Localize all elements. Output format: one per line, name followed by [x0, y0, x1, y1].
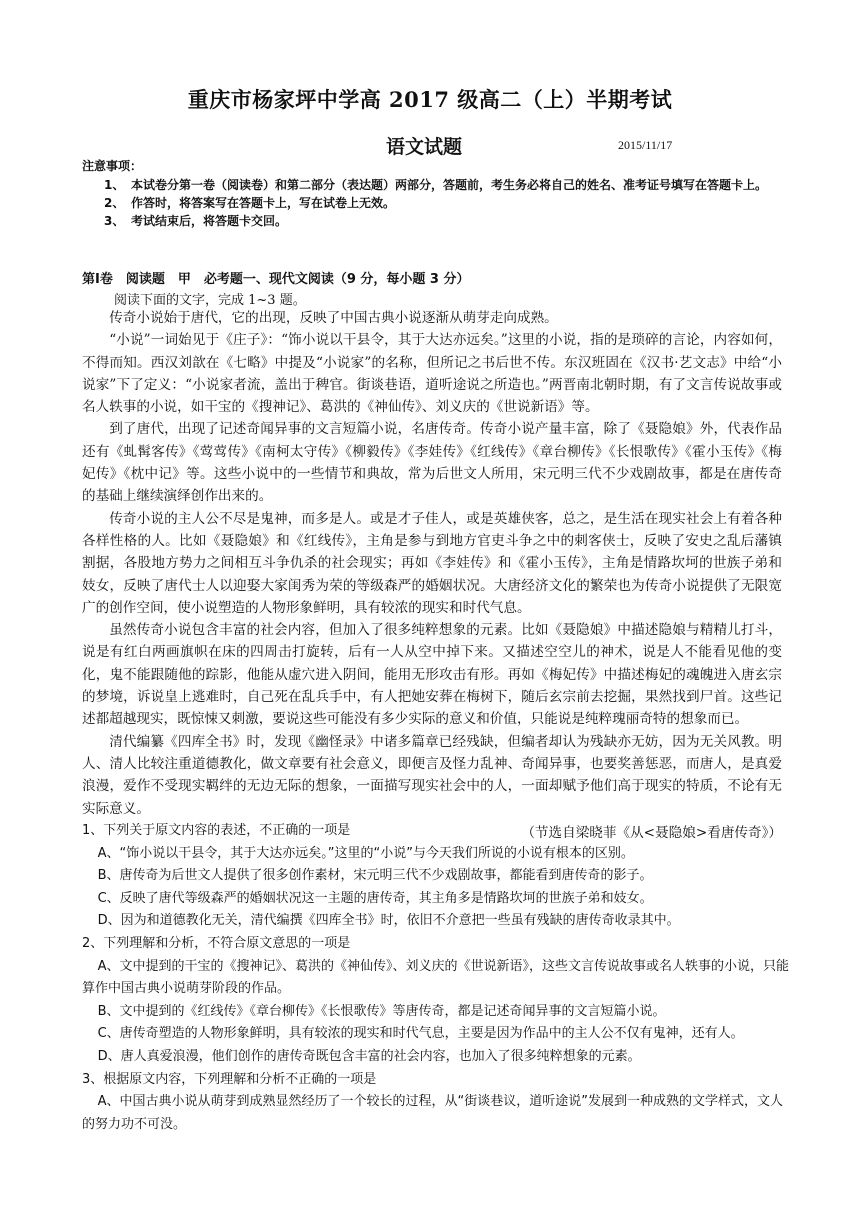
- notice-text: 作答时，将答案写在答题卡上，写在试卷上无效。: [131, 196, 396, 210]
- exam-title: 重庆市杨家坪中学高 2017 级高二（上）半期考试: [187, 87, 673, 112]
- section-heading: 第Ⅰ卷 阅读题 甲 必考题一、现代文阅读（9 分，每小题 3 分）: [82, 272, 470, 287]
- question-option: A、“饰小说以干县令，其于大达亦远矣。”这里的“小说”与今天我们所说的小说有根本的区别。: [97, 845, 634, 861]
- notice-number: 3、: [104, 214, 125, 228]
- notice-number: 2、: [104, 196, 125, 210]
- passage-paragraph: 虽然传奇小说包含丰富的社会内容，但加入了很多纯粹想象的元素。比如《聂隐娘》中描述隐娘与精精儿打斗，说是有红白两画旗帜在床的四周击打旋转，后有一人从空中掉下来。又描述空空儿的神术，说是人不能看见他的变化，鬼不能跟随他的踪影，他能从虚穴进入阴间，能用无形攻击有形。再如《梅妃传》中描述梅妃的魂魄进入唐玄宗的梦境，诉说皇上逃难时，自己死在乱兵手中，有人把她安葬在梅树下，随后玄宗前去挖掘，果然找到尸首。这些记述都超越现实，既惊悚又刺激，要说这些可能没有多少实际的意义和价值，只能说是纯粹瑰丽奇特的想象而已。: [82, 622, 782, 728]
- passage-paragraph: “小说”一词始见于《庄子》：“饰小说以干县令，其于大达亦远矣。”这里的小说，指的是琐碎的言论，内容如何，不得而知。西汉刘歆在《七略》中提及“小说家”的名称，但所记之书后世不传。东汉班固在《汉书·艺文志》中给“小说家”下了定义：“小说家者流，盖出于稗官。街谈巷语，道听途说之所造也。”两晋南北朝时期，有了文言传说故事或名人轶事的小说，如干宝的《搜神记》、葛洪的《神仙传》、刘义庆的《世说新语》等。: [82, 332, 782, 416]
- passage-paragraph: 传奇小说始于唐代，它的出现，反映了中国古典小说逐渐从萌芽走向成熟。: [109, 310, 558, 326]
- passage-source: （节选自梁晓菲《从<聂隐娘>看唐传奇》）: [521, 824, 782, 841]
- question-option: C、反映了唐代等级森严的婚姻状况这一主题的唐传奇，其主角多是情路坎坷的世族子弟和妓女。: [97, 890, 653, 906]
- passage-paragraph: 到了唐代，出现了记述奇闻异事的文言短篇小说，名唐传奇。传奇小说产量丰富，除了《聂隐娘》外，代表作品还有《虬髯客传》《莺莺传》《南柯太守传》《柳毅传》《李娃传》《红线传》《章台柳传》《长恨歌传》《霍小玉传》《梅妃传》《枕中记》等。这些小说中的一些情节和典故，常为后世文人所用，宋元明三代不少戏剧故事，都是在唐传奇的基础上继续演绎创作出来的。: [82, 421, 782, 505]
- passage-paragraph: 传奇小说的主人公不尽是鬼神，而多是人。或是才子佳人，或是英雄侠客，总之，是生活在现实社会上有着各种各样性格的人。比如《聂隐娘》和《红线传》，主角是参与到地方官吏斗争之中的刺客侠士，反映了安史之乱后藩镇割据，各股地方势力之间相互斗争仇杀的社会现实；再如《李娃传》和《霍小玉传》，主角是情路坎坷的世族子弟和妓女，反映了唐代士人以迎娶大家闺秀为荣的等级森严的婚姻状况。大唐经济文化的繁荣也为传奇小说提供了无限宽广的创作空间，使小说塑造的人物形象鲜明，具有较浓的现实和时代气息。: [82, 510, 782, 616]
- question-stem: 3、根据原文内容，下列理解和分析不正确的一项是: [82, 1071, 377, 1087]
- reading-instruction: 阅读下面的文字，完成 1~3 题。: [114, 293, 306, 308]
- question-option: A、文中提到的干宝的《搜神记》、葛洪的《神仙传》、刘义庆的《世说新语》，这些文言传说故事或名人轶事的小说，只能算作中国古典小说萌芽阶段的作品。: [82, 958, 789, 997]
- notice-heading: 注意事项：: [82, 159, 143, 173]
- notice-text: 考试结束后，将答题卡交回。: [131, 214, 288, 228]
- question-option: D、唐人真爱浪漫，他们创作的唐传奇既包含丰富的社会内容，也加入了很多纯粹想象的元素。: [97, 1048, 641, 1064]
- question-option: C、唐传奇塑造的人物形象鲜明，具有较浓的现实和时代气息，主要是因为作品中的主人公不仅有鬼神，还有人。: [97, 1026, 744, 1042]
- question-option: D、因为和道德教化无关，清代编撰《四库全书》时，依旧不介意把一些虽有残缺的唐传奇收录其中。: [97, 913, 680, 929]
- question-stem: 2、下列理解和分析，不符合原文意思的一项是: [82, 935, 351, 951]
- passage-paragraph: 清代编纂《四库全书》时，发现《幽怪录》中诸多篇章已经残缺，但编者却认为残缺亦无妨，因为无关风教。明人、清人比较注重道德教化，做文章要有社会意义，即便言及怪力乱神、奇闻异事，也要奖善惩恶，而唐人，是真爱浪漫，爱作不受现实羁绊的无边无际的想象，一面描写现实社会中的人，一面却赋予他们高于现实的特质，不论有无实际意义。: [82, 733, 782, 817]
- notice-text: 本试卷分第一卷（阅读卷）和第二部分（表达题）两部分，答题前，考生务必将自己的姓名、准考证号填写在答题卡上。: [131, 178, 768, 192]
- notice-item: [104, 212, 794, 230]
- notice-list: [104, 176, 794, 230]
- exam-date: 2015/11/17: [618, 138, 673, 152]
- question-list: [82, 820, 790, 1136]
- question-stem: 1、下列关于原文内容的表述，不正确的一项是: [82, 823, 351, 838]
- notice-number: 1、: [104, 178, 125, 192]
- notice-item: [104, 194, 794, 212]
- reading-passage: [82, 307, 782, 844]
- question-option: A、中国古典小说从萌芽到成熟显然经历了一个较长的过程，从“街谈巷议，道听途说”发展到一种成熟的文学样式，文人的努力功不可没。: [82, 1094, 783, 1132]
- question-option: B、唐传奇为后世文人提供了很多创作素材，宋元明三代不少戏剧故事，都能看到唐传奇的影子。: [97, 868, 653, 884]
- notice-item: [104, 176, 794, 194]
- exam-subtitle: 语文试题: [386, 136, 463, 158]
- question-option: B、文中提到的《红线传》《章台柳传》《长恨歌传》等唐传奇，都是记述奇闻异事的文言短篇小说。: [97, 1003, 666, 1019]
